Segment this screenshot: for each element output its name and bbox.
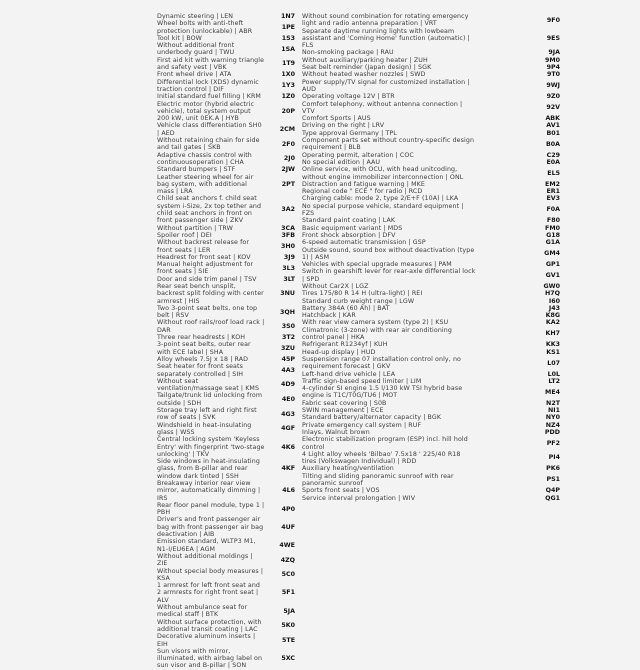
equipment-code: K8G xyxy=(544,312,560,319)
equipment-code: 1X0 xyxy=(279,71,295,78)
equipment-description: Rear floor panel module, type 1 | PBH xyxy=(157,502,265,517)
equipment-row xyxy=(302,225,560,232)
equipment-description: 3-point seat belts, outer rear with ECE label | SHA xyxy=(157,341,265,356)
equipment-code: 9T0 xyxy=(545,71,560,78)
equipment-code: 3A2 xyxy=(279,206,295,213)
equipment-code: KA2 xyxy=(544,319,560,326)
equipment-row xyxy=(157,174,295,196)
equipment-code: 2CM xyxy=(278,126,295,133)
equipment-code: 4K6 xyxy=(279,444,295,451)
equipment-row xyxy=(302,181,560,188)
equipment-description: Comfort telephony, without antenna connection | VTV xyxy=(302,101,476,116)
equipment-row xyxy=(302,159,560,166)
equipment-description: Front wheel drive | ATA xyxy=(157,71,265,78)
equipment-row xyxy=(157,166,295,173)
equipment-row xyxy=(157,35,295,42)
equipment-code: 3ZU xyxy=(279,345,295,352)
equipment-row xyxy=(302,71,560,78)
equipment-description: Central locking system 'Keyless Entry' with fingerprint 'two-stage unlocking' | TKV xyxy=(157,436,265,458)
equipment-row xyxy=(302,49,560,56)
equipment-code: 3FB xyxy=(280,232,295,239)
equipment-code: AV1 xyxy=(544,122,560,129)
equipment-code: QG1 xyxy=(543,495,560,502)
equipment-row xyxy=(302,319,560,326)
equipment-code: 5JA xyxy=(281,608,295,615)
equipment-code: 1Z0 xyxy=(280,93,295,100)
equipment-row xyxy=(157,436,295,458)
equipment-row xyxy=(157,319,295,334)
equipment-row xyxy=(302,436,560,451)
equipment-code: 1T9 xyxy=(280,60,295,67)
equipment-code: PI4 xyxy=(547,454,560,461)
equipment-code: L07 xyxy=(545,360,560,367)
equipment-code: C29 xyxy=(545,152,560,159)
equipment-description: Online service, with OCU, with head unitcoding, without engine immobilizer interconnection | ONL xyxy=(302,166,476,181)
equipment-code: LT2 xyxy=(546,378,560,385)
equipment-code: 3NU xyxy=(278,290,295,297)
equipment-description: Headrest for front seat | KOV xyxy=(157,254,265,261)
equipment-description: Electronic stabilization program (ESP) incl. hill hold control xyxy=(302,436,476,451)
equipment-row xyxy=(302,28,560,50)
equipment-description: Electric motor (hybrid electric vehicle), total system output 200 kW, unit 0EK.A | HYB xyxy=(157,101,265,123)
equipment-row xyxy=(302,429,560,436)
equipment-row xyxy=(157,516,295,538)
equipment-code: 92V xyxy=(544,104,560,111)
equipment-description: Traffic sign-based speed limiter | LIM xyxy=(302,378,476,385)
equipment-description: Suspension range 07 installation control only, no requirement forecast | GKV xyxy=(302,356,476,371)
equipment-row xyxy=(302,261,560,268)
equipment-code: 5C0 xyxy=(280,571,295,578)
equipment-row xyxy=(302,487,560,494)
equipment-code: PF2 xyxy=(545,440,560,447)
equipment-code: 2JW xyxy=(279,166,295,173)
equipment-code: GV1 xyxy=(544,272,560,279)
equipment-description: Operating voltage 12V | BTR xyxy=(302,93,476,100)
equipment-row xyxy=(157,20,295,35)
equipment-code: 1S3 xyxy=(280,35,295,42)
equipment-code: 45P xyxy=(280,356,295,363)
equipment-row xyxy=(157,261,295,276)
equipment-row xyxy=(157,356,295,363)
equipment-row xyxy=(302,451,560,466)
equipment-row xyxy=(157,407,295,422)
equipment-code: G18 xyxy=(544,232,560,239)
equipment-description: Hatchback | KAR xyxy=(302,312,476,319)
equipment-code: 4L6 xyxy=(280,487,295,494)
equipment-description: Two 3-point seat belts, one top belt | RSV xyxy=(157,305,265,320)
equipment-description: Dynamic steering | LEN xyxy=(157,13,265,20)
equipment-column-right xyxy=(302,13,560,502)
equipment-row xyxy=(157,152,295,167)
equipment-description: Service interval prolongation | WIV xyxy=(302,495,476,502)
equipment-code: EL5 xyxy=(545,170,560,177)
equipment-row xyxy=(302,195,560,202)
equipment-row xyxy=(157,276,295,283)
equipment-description: Without seat ventilation/massage seat | KMS xyxy=(157,378,265,393)
equipment-code: PS1 xyxy=(544,476,560,483)
equipment-description: Vehicle class differentiation SH0 | AED xyxy=(157,122,265,137)
equipment-description: Charging cable: mode 2, type 2/E+F (10A) | LKA xyxy=(302,195,476,202)
equipment-description: Without Car2X | LGZ xyxy=(302,283,476,290)
equipment-description: No special edition | AAU xyxy=(302,159,476,166)
equipment-row xyxy=(157,502,295,517)
equipment-code: KS1 xyxy=(544,349,560,356)
equipment-description: Without partition | TRW xyxy=(157,225,265,232)
equipment-row xyxy=(157,568,295,583)
equipment-code: 1N7 xyxy=(279,13,295,20)
equipment-code: 3LT xyxy=(281,276,295,283)
equipment-row xyxy=(302,203,560,218)
equipment-description: Manual height adjustment for front seats | SIE xyxy=(157,261,265,276)
equipment-code: 3QH xyxy=(278,309,295,316)
equipment-code: 9Z0 xyxy=(545,93,560,100)
equipment-description: Auxiliary heating/ventilation xyxy=(302,465,476,472)
equipment-code: 2PT xyxy=(280,181,295,188)
equipment-row xyxy=(157,79,295,94)
equipment-description: Distraction and fatigue warning | MKE xyxy=(302,181,476,188)
equipment-row xyxy=(302,152,560,159)
equipment-description: Without additional moldings | ZIE xyxy=(157,553,265,568)
equipment-description: Tires 175/80 R 14 H (ultra-light) | REI xyxy=(302,290,476,297)
equipment-description: Non-smoking package | RAU xyxy=(302,49,476,56)
equipment-description: 1 armrest for left front seat and 2 armrests for right front seat | ALV xyxy=(157,582,265,604)
equipment-row xyxy=(157,363,295,378)
equipment-description: Storage tray left and right first row of seats | SVK xyxy=(157,407,265,422)
equipment-description: With rear view camera system (type 2) | KSU xyxy=(302,319,476,326)
equipment-description: Side windows in heat-insulating glass, from B-pillar and rear window dark tinted | SSH xyxy=(157,458,265,480)
equipment-row xyxy=(302,79,560,94)
equipment-row xyxy=(157,378,295,393)
equipment-description: Wheel bolts with anti-theft protection (unlockable) | ABR xyxy=(157,20,265,35)
equipment-row xyxy=(302,371,560,378)
equipment-description: Without heated washer nozzles | SWD xyxy=(302,71,476,78)
equipment-row xyxy=(302,400,560,407)
equipment-description: Seat heater for front seats separately controlled | SIH xyxy=(157,363,265,378)
equipment-code: ME4 xyxy=(543,389,560,396)
equipment-description: Standard paint coating | LAK xyxy=(302,217,476,224)
equipment-description: Alloy wheels 7.5J x 18 | RAD xyxy=(157,356,265,363)
equipment-description: Initial standard fuel filling | KRM xyxy=(157,93,265,100)
equipment-row xyxy=(157,582,295,604)
equipment-description: First aid kit with warning triangle and safety vest | VBK xyxy=(157,57,265,72)
equipment-code: 2J0 xyxy=(282,155,295,162)
equipment-description: Operating permit, alteration | COC xyxy=(302,152,476,159)
equipment-description: Separate daytime running lights with lowbeam assistant and 'Coming Home' function (automatic) | FLS xyxy=(302,28,476,50)
equipment-code: 4D9 xyxy=(279,381,295,388)
equipment-code: L0L xyxy=(546,371,560,378)
equipment-row xyxy=(157,13,295,20)
equipment-code: 3S0 xyxy=(280,323,295,330)
equipment-row xyxy=(302,473,560,488)
equipment-row xyxy=(302,378,560,385)
equipment-code: KK3 xyxy=(544,341,560,348)
equipment-description: Without auxiliary/parking heater | ZUH xyxy=(302,57,476,64)
equipment-description: Without backrest release for front seats | LER xyxy=(157,239,265,254)
equipment-row xyxy=(157,305,295,320)
equipment-description: Outside sound, sound box without deactivation (type 1) | ASM xyxy=(302,247,476,262)
equipment-code: 4P0 xyxy=(280,506,295,513)
equipment-code: 3J9 xyxy=(282,254,295,261)
equipment-row xyxy=(157,122,295,137)
equipment-row xyxy=(157,604,295,619)
equipment-description: Emission standard, WLTP3 M1, N1-I/EU6EA | AGM xyxy=(157,538,265,553)
equipment-code: ER1 xyxy=(544,188,560,195)
equipment-row xyxy=(302,232,560,239)
equipment-row xyxy=(157,392,295,407)
equipment-row xyxy=(157,619,295,634)
equipment-row xyxy=(302,13,560,28)
equipment-code: PDD xyxy=(543,429,560,436)
equipment-row xyxy=(302,283,560,290)
equipment-code: 1PE xyxy=(280,24,295,31)
equipment-row xyxy=(302,57,560,64)
equipment-row xyxy=(157,422,295,437)
equipment-description: 4-cylinder SI engine 1.5 l/130 kW TSI hybrid base engine is T1C/T0G/TU6 | MOT xyxy=(302,385,476,400)
equipment-description: Switch in gearshift lever for rear-axle differential lock | SPD xyxy=(302,268,476,283)
equipment-row xyxy=(157,341,295,356)
equipment-row xyxy=(302,385,560,400)
equipment-description: Battery 384A (60 Ah) | BAT xyxy=(302,305,476,312)
equipment-description: Driver's and front passenger air bag with front passenger air bag deactivation | AIB xyxy=(157,516,265,538)
equipment-row xyxy=(157,553,295,568)
equipment-description: Basic equipment variant | MDS xyxy=(302,225,476,232)
equipment-row xyxy=(302,217,560,224)
equipment-code: 9M0 xyxy=(543,57,560,64)
equipment-code: B0A xyxy=(544,141,560,148)
equipment-code: 4UF xyxy=(279,524,295,531)
equipment-row xyxy=(157,225,295,232)
equipment-code: 20P xyxy=(280,108,295,115)
equipment-code: ABK xyxy=(543,115,560,122)
equipment-code: 2F0 xyxy=(280,141,295,148)
equipment-row xyxy=(157,232,295,239)
equipment-row xyxy=(157,648,295,670)
equipment-code: F0A xyxy=(544,206,560,213)
equipment-row xyxy=(302,93,560,100)
equipment-row xyxy=(302,130,560,137)
equipment-code: 4KF xyxy=(279,465,295,472)
equipment-row xyxy=(302,349,560,356)
equipment-row xyxy=(302,327,560,342)
equipment-description: Three rear headrests | KOH xyxy=(157,334,265,341)
equipment-row xyxy=(157,101,295,123)
equipment-description: Front shock absorption | DFV xyxy=(302,232,476,239)
equipment-code: 5F1 xyxy=(280,589,295,596)
equipment-code: GM4 xyxy=(542,250,560,257)
equipment-description: Private emergency call system | RUF xyxy=(302,422,476,429)
equipment-code: 5TE xyxy=(280,637,295,644)
equipment-row xyxy=(302,247,560,262)
equipment-code: 3CA xyxy=(279,225,295,232)
equipment-description: Inlays, Walnut brown xyxy=(302,429,476,436)
equipment-code: GW0 xyxy=(542,283,561,290)
equipment-code: 4WE xyxy=(277,542,295,549)
equipment-row xyxy=(302,122,560,129)
equipment-code: 1SA xyxy=(279,46,295,53)
equipment-description: Decorative aluminum inserts | EIH xyxy=(157,633,265,648)
equipment-code: KH7 xyxy=(543,330,560,337)
equipment-row xyxy=(302,64,560,71)
equipment-row xyxy=(302,414,560,421)
equipment-description: Climatronic (3-zone) with rear air conditioning control panel | HKA xyxy=(302,327,476,342)
equipment-description: Driving on the right | LRV xyxy=(302,122,476,129)
equipment-row xyxy=(302,356,560,371)
equipment-code: J43 xyxy=(547,305,560,312)
equipment-description: Regional code " ECE " for radio | RCD xyxy=(302,188,476,195)
equipment-description: Without roof rails/roof load rack | DAR xyxy=(157,319,265,334)
equipment-row xyxy=(302,115,560,122)
equipment-code: 4A3 xyxy=(279,367,295,374)
equipment-code: EV3 xyxy=(544,195,560,202)
equipment-row xyxy=(157,137,295,152)
equipment-code: 4GF xyxy=(279,425,295,432)
equipment-code: H7Q xyxy=(543,290,560,297)
equipment-code: 5K0 xyxy=(279,622,295,629)
equipment-row xyxy=(157,458,295,480)
equipment-code: 9JA xyxy=(546,49,560,56)
equipment-description: Seat belt reminder (Japan design) | SGK xyxy=(302,64,476,71)
equipment-row xyxy=(302,137,560,152)
equipment-code: FM0 xyxy=(543,225,560,232)
equipment-row xyxy=(302,305,560,312)
equipment-row xyxy=(302,341,560,348)
equipment-description: Comfort Sports | AUS xyxy=(302,115,476,122)
equipment-row xyxy=(157,334,295,341)
equipment-row xyxy=(157,538,295,553)
equipment-code: F80 xyxy=(545,217,560,224)
equipment-row xyxy=(302,465,560,472)
equipment-description: Door and side trim panel | TSV xyxy=(157,276,265,283)
equipment-code: 9ES xyxy=(545,35,560,42)
equipment-description: Child seat anchors f. child seat system i-Size, 2x top tether and child seat anchors in front on front passenger side | ZKV xyxy=(157,195,265,224)
equipment-row xyxy=(302,188,560,195)
equipment-code: E0A xyxy=(544,159,560,166)
equipment-code: I60 xyxy=(547,298,560,305)
equipment-description: Left-hand drive vehicle | LEA xyxy=(302,371,476,378)
equipment-description: Sports front seats | VOS xyxy=(302,487,476,494)
equipment-description: SWIN management | ECE xyxy=(302,407,476,414)
equipment-row xyxy=(302,166,560,181)
equipment-description: Without sound combination for rotating emergency light and radio antenna preparation | VRT xyxy=(302,13,476,28)
equipment-row xyxy=(302,268,560,283)
equipment-code: PK6 xyxy=(544,465,560,472)
equipment-row xyxy=(302,239,560,246)
equipment-row xyxy=(302,422,560,429)
equipment-row xyxy=(157,633,295,648)
equipment-code: NZ4 xyxy=(544,422,560,429)
equipment-code: 4E0 xyxy=(280,396,295,403)
equipment-description: Breakaway interior rear view mirror, automatically dimming | IRS xyxy=(157,480,265,502)
equipment-description: Without special body measures | KSA xyxy=(157,568,265,583)
equipment-description: Head-up display | HUD xyxy=(302,349,476,356)
equipment-description: Adaptive chassis control with continuousoperation | CHA xyxy=(157,152,265,167)
equipment-code: 3H0 xyxy=(279,243,295,250)
equipment-description: Tool kit | BOW xyxy=(157,35,265,42)
equipment-row xyxy=(157,254,295,261)
equipment-code: 9F0 xyxy=(545,17,560,24)
equipment-description: Tilting and sliding panoramic sunroof with rear panoramic sunroof xyxy=(302,473,476,488)
equipment-code: 9WJ xyxy=(544,82,560,89)
equipment-code: 3L3 xyxy=(280,265,295,272)
equipment-description: Without retaining chain for side and tail gates | SKB xyxy=(157,137,265,152)
equipment-code: EM2 xyxy=(543,181,560,188)
equipment-code: NI1 xyxy=(546,407,560,414)
equipment-row xyxy=(157,480,295,502)
equipment-row xyxy=(157,57,295,72)
equipment-row xyxy=(157,239,295,254)
equipment-row xyxy=(302,298,560,305)
equipment-code: B01 xyxy=(544,130,560,137)
equipment-description: Spoiler roof | DEI xyxy=(157,232,265,239)
equipment-description: Vehicles with special upgrade measures | PAM xyxy=(302,261,476,268)
equipment-description: Standard curb weight range | LGW xyxy=(302,298,476,305)
equipment-code: NY0 xyxy=(544,414,560,421)
equipment-description: Component parts set without country-specific design requirement | BLB xyxy=(302,137,476,152)
equipment-code: 4ZQ xyxy=(279,557,295,564)
equipment-description: Standard battery/alternator capacity | BGK xyxy=(302,414,476,421)
equipment-code: N2T xyxy=(544,400,560,407)
equipment-row xyxy=(157,195,295,224)
equipment-code: GP1 xyxy=(544,261,560,268)
equipment-description: Type approval Germany | TPL xyxy=(302,130,476,137)
equipment-code: G1A xyxy=(544,239,560,246)
equipment-code: 9P4 xyxy=(545,64,560,71)
equipment-row xyxy=(302,495,560,502)
equipment-description: Rear seat bench unsplit, backrest split folding with center armrest | HIS xyxy=(157,283,265,305)
equipment-description: Tailgate/trunk lid unlocking from outside | SDH xyxy=(157,392,265,407)
equipment-row xyxy=(302,407,560,414)
equipment-description: Leather steering wheel for air bag system, with additional mass | LRA xyxy=(157,174,265,196)
equipment-code: 1Y3 xyxy=(280,82,295,89)
equipment-description: Power supply/TV signal for customized installation | AUD xyxy=(302,79,476,94)
equipment-description: Sun visors with mirror, illuminated, with airbag label on sun visor and B-pillar | SON xyxy=(157,648,265,670)
equipment-description: Without surface protection, with additional transit coating | LAC xyxy=(157,619,265,634)
equipment-row xyxy=(157,283,295,305)
equipment-description: Without ambulance seat for medical staff | BTK xyxy=(157,604,265,619)
equipment-code: 4G3 xyxy=(279,411,295,418)
equipment-description: Fabric seat covering | S0B xyxy=(302,400,476,407)
equipment-description: Refrigerant R1234yf | KUH xyxy=(302,341,476,348)
equipment-row xyxy=(302,101,560,116)
equipment-description: Without additional front underbody guard | TWU xyxy=(157,42,265,57)
equipment-column-left xyxy=(157,13,295,670)
equipment-description: 6-speed automatic transmission | GSP xyxy=(302,239,476,246)
equipment-description: Windshield in heat-insulating glass | WSS xyxy=(157,422,265,437)
equipment-row xyxy=(302,290,560,297)
equipment-description: 4 Light alloy wheels 'Bilbao' 7.5x18 ' 225/40 R18 tires (Volkswagen Individual) | RDD xyxy=(302,451,476,466)
equipment-description: Differential lock (XDS) dynamic traction control | DIF xyxy=(157,79,265,94)
equipment-row xyxy=(302,312,560,319)
equipment-description: Standard bumpers | STF xyxy=(157,166,265,173)
equipment-description: No special purpose vehicle, standard equipment | FZS xyxy=(302,203,476,218)
equipment-row xyxy=(157,71,295,78)
equipment-code: Q4P xyxy=(544,487,560,494)
equipment-code: 5XC xyxy=(279,655,295,662)
equipment-row xyxy=(157,93,295,100)
equipment-code: 3T2 xyxy=(280,334,295,341)
equipment-row xyxy=(157,42,295,57)
